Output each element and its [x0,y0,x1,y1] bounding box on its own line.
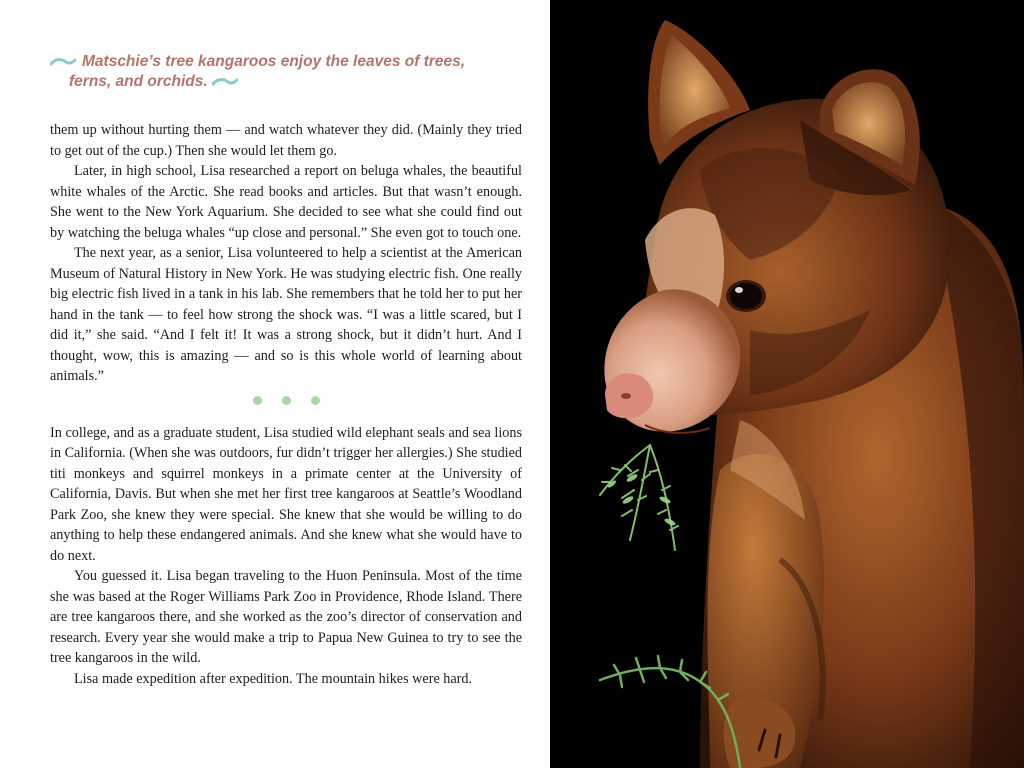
paragraph: Later, in high school, Lisa researched a report on beluga whales, the beautiful white whales of the Arctic. She read books and articles. But that wasn’t enough. She went to the New York Aquarium. She decided to see what she could find out by watching the beluga whales “up close and personal.” She even got to touch one. [50,163,522,241]
divider-dot [253,396,262,405]
paragraph: The next year, as a senior, Lisa volunteered to help a scientist at the American Museum of Natural History in New York. He was studying electric fish. One really big electric fish lived in a tank in his lab. She remembers that he told her to put her hand in the tank — to feel how strong the shock was. “I was a little scared, but I did it,” she said. “And I felt it! It was a strong shock, but it didn’t hurt. And I thought, wow, this is amazing — and so is this whole world of learning about animals.” [50,245,522,384]
section-divider [50,395,522,407]
paragraph: Lisa made expedition after expedition. The mountain hikes were hard. [74,670,473,687]
caption-line-2 [50,72,520,92]
right-page [550,0,1024,768]
divider-dot [311,396,320,405]
paragraph: them up without hurting them — and watch whatever they did. (Mainly they tried to get out of the cup.) Then she would let them go. [50,122,522,159]
paragraph: In college, and as a graduate student, Lisa studied wild elephant seals and sea lions in California. (When she was outdoors, fur didn’t trigger her allergies.) She studied titi monkeys and squirrel monkeys in a primate center at the University of California, Davis. But when she met her first tree kangaroos at Seattle’s Woodland Park Zoo, she knew they were special. She knew that she would be willing to do anything to help these endangered animals. And she knew what she would have to do next. [50,424,522,564]
photo-caption [50,52,520,92]
body-text [50,120,522,689]
caption-text-1: Matschie’s tree kangaroos enjoy the leaves of trees, [82,53,466,70]
divider-dot [282,396,291,405]
swoosh-right-icon [212,77,238,87]
swoosh-left-icon [50,57,76,67]
caption-text-2: ferns, and orchids. [69,73,208,90]
paragraph: You guessed it. Lisa began traveling to the Huon Peninsula. Most of the time she was based at the Roger Williams Park Zoo in Providence, Rhode Island. There are tree kangaroos there, and she worked as the zoo’s director of conservation and research. Every year she would make a trip to Papua New Guinea to try to see the tree kangaroos in the wild. [50,568,522,666]
caption-line-1 [50,52,520,72]
tree-kangaroo-photo [550,0,1024,768]
